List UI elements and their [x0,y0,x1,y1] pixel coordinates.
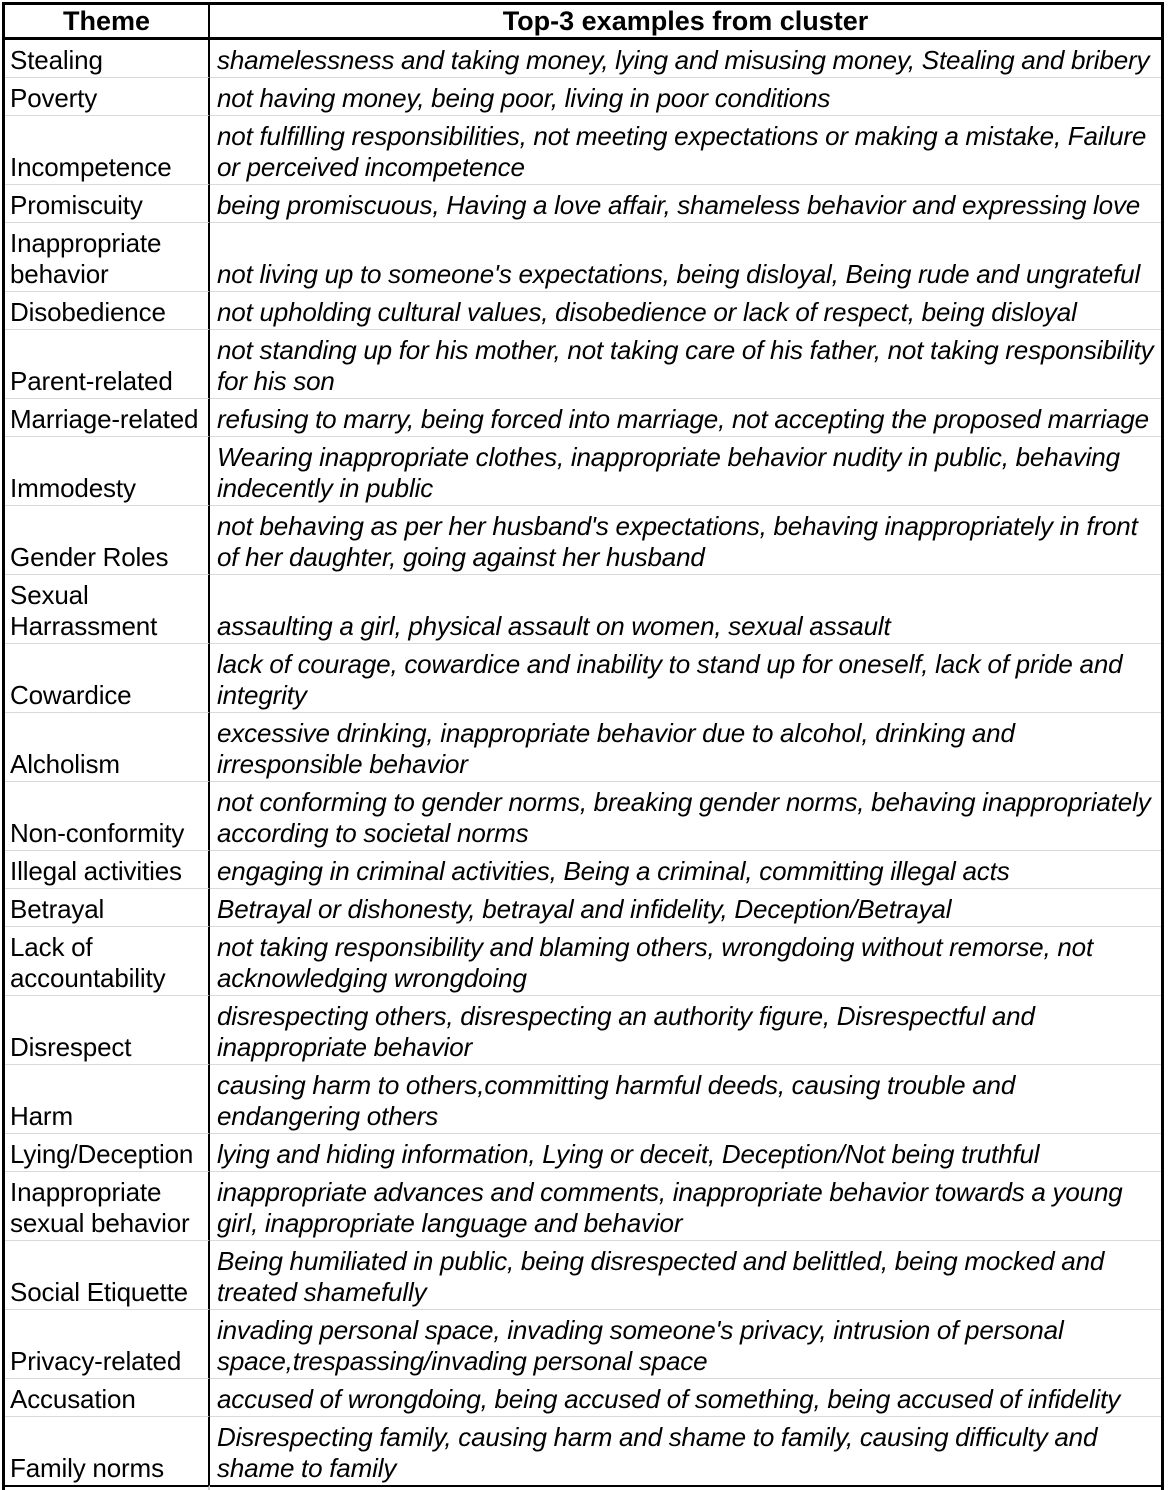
themes-table [2,2,1164,1490]
table-row [5,850,1161,888]
theme-cell: Non-conformity [5,781,210,850]
table-row [5,1378,1161,1416]
theme-cell: Privacy-related [5,1309,210,1378]
examples-cell: invading personal space, invading someone's privacy, intrusion of personal space,trespassing/invading personal space [210,1309,1161,1378]
theme-cell: Disobedience [5,291,210,329]
table-row [5,926,1161,995]
examples-cell: engaging in criminal activities, Being a criminal, committing illegal acts [210,850,1161,888]
theme-cell: Alcholism [5,712,210,781]
examples-cell: Wearing inappropriate clothes, inappropriate behavior nudity in public, behaving indecently in public [210,436,1161,505]
examples-cell: assaulting a girl, physical assault on women, sexual assault [210,574,1161,643]
table-row [5,115,1161,184]
table-row [5,436,1161,505]
examples-cell: lying and hiding information, Lying or deceit, Deception/Not being truthful [210,1133,1161,1171]
theme-cell: Cowardice [5,643,210,712]
theme-cell: Sexual Harrassment [5,574,210,643]
theme-cell: Harm [5,1064,210,1133]
examples-cell: not upholding cultural values, disobedience or lack of respect, being disloyal [210,291,1161,329]
table-body [5,40,1161,1490]
examples-cell: shamelessness and taking money, lying and misusing money, Stealing and bribery [217,45,1150,75]
examples-cell: lack of courage, cowardice and inability to stand up for oneself, lack of pride and integrity [210,643,1161,712]
theme-cell: Gender Roles [5,505,210,574]
examples-cell: not living up to someone's expectations, being disloyal, Being rude and ungrateful [210,222,1161,291]
examples-cell [210,1485,1161,1490]
theme-cell: Stealing [5,40,210,77]
theme-cell: Disrespect [5,995,210,1064]
theme-cell: Lack of accountability [5,926,210,995]
examples-cell: inappropriate advances and comments, inappropriate behavior towards a young girl, inappropriate language and behavior [210,1171,1161,1240]
theme-cell: Family norms [5,1416,210,1485]
theme-cell: Immodesty [5,436,210,505]
examples-cell: causing harm to others,committing harmful deeds, causing trouble and endangering others [210,1064,1161,1133]
theme-cell: Betrayal [5,888,210,926]
examples-cell: Being humiliated in public, being disrespected and belittled, being mocked and treated shamefully [210,1240,1161,1309]
table-row [5,291,1161,329]
examples-cell: not behaving as per her husband's expectations, behaving inappropriately in front of her daughter, going against her husband [210,505,1161,574]
theme-cell: Poverty [5,77,210,115]
examples-cell: not having money, being poor, living in poor conditions [210,77,1161,115]
table-row [5,888,1161,926]
examples-cell: not taking responsibility and blaming others, wrongdoing without remorse, not acknowledging wrongdoing [210,926,1161,995]
theme-cell: Marriage-related [5,398,210,436]
examples-cell: excessive drinking, inappropriate behavior due to alcohol, drinking and irresponsible behavior [210,712,1161,781]
table-row [5,712,1161,781]
examples-cell: disrespecting others, disrespecting an authority figure, Disrespectful and inappropriate behavior [210,995,1161,1064]
examples-cell: being promiscuous, Having a love affair, shameless behavior and expressing love [210,184,1161,222]
table-row [5,184,1161,222]
theme-cell: Incompetence [5,115,210,184]
theme-cell: Inappropriate sexual behavior [5,1171,210,1240]
examples-cell: not conforming to gender norms, breaking gender norms, behaving inappropriately according to societal norms [210,781,1161,850]
table-row [5,643,1161,712]
theme-cell: Inappropriate behavior [5,222,210,291]
theme-cell: Promiscuity [5,184,210,222]
theme-cell: Accusation [5,1378,210,1416]
theme-cell [5,1485,210,1490]
table-row [5,1309,1161,1378]
table-row [5,329,1161,398]
table-row [5,995,1161,1064]
table-row [5,398,1161,436]
examples-cell: accused of wrongdoing, being accused of something, being accused of infidelity [210,1378,1161,1416]
examples-cell: not fulfilling responsibilities, not meeting expectations or making a mistake, Failure or perceived incompetence [210,115,1161,184]
examples-cell: Betrayal or dishonesty, betrayal and infidelity, Deception/Betrayal [210,888,1161,926]
examples-column-header: Top-3 examples from cluster [210,5,1161,40]
table-row [5,1133,1161,1171]
table-row [5,40,1161,77]
table-row [5,1171,1161,1240]
table-row [5,77,1161,115]
table-row [5,505,1161,574]
table-row [5,781,1161,850]
header-row [5,5,1161,40]
theme-cell: Lying/Deception [5,1133,210,1171]
theme-column-header: Theme [5,5,210,40]
cut-off-row [5,1485,1161,1490]
theme-cell: Illegal activities [5,850,210,888]
table-row [5,574,1161,643]
table-row [5,222,1161,291]
table-row [5,1416,1161,1485]
table-row [5,1240,1161,1309]
examples-cell: not standing up for his mother, not taking care of his father, not taking responsibility for his son [210,329,1161,398]
examples-cell: refusing to marry, being forced into marriage, not accepting the proposed marriage [210,398,1161,436]
table-row [5,1064,1161,1133]
theme-cell: Parent-related [5,329,210,398]
examples-cell: Disrespecting family, causing harm and shame to family, causing difficulty and shame to family [210,1416,1161,1485]
theme-cell: Social Etiquette [5,1240,210,1309]
